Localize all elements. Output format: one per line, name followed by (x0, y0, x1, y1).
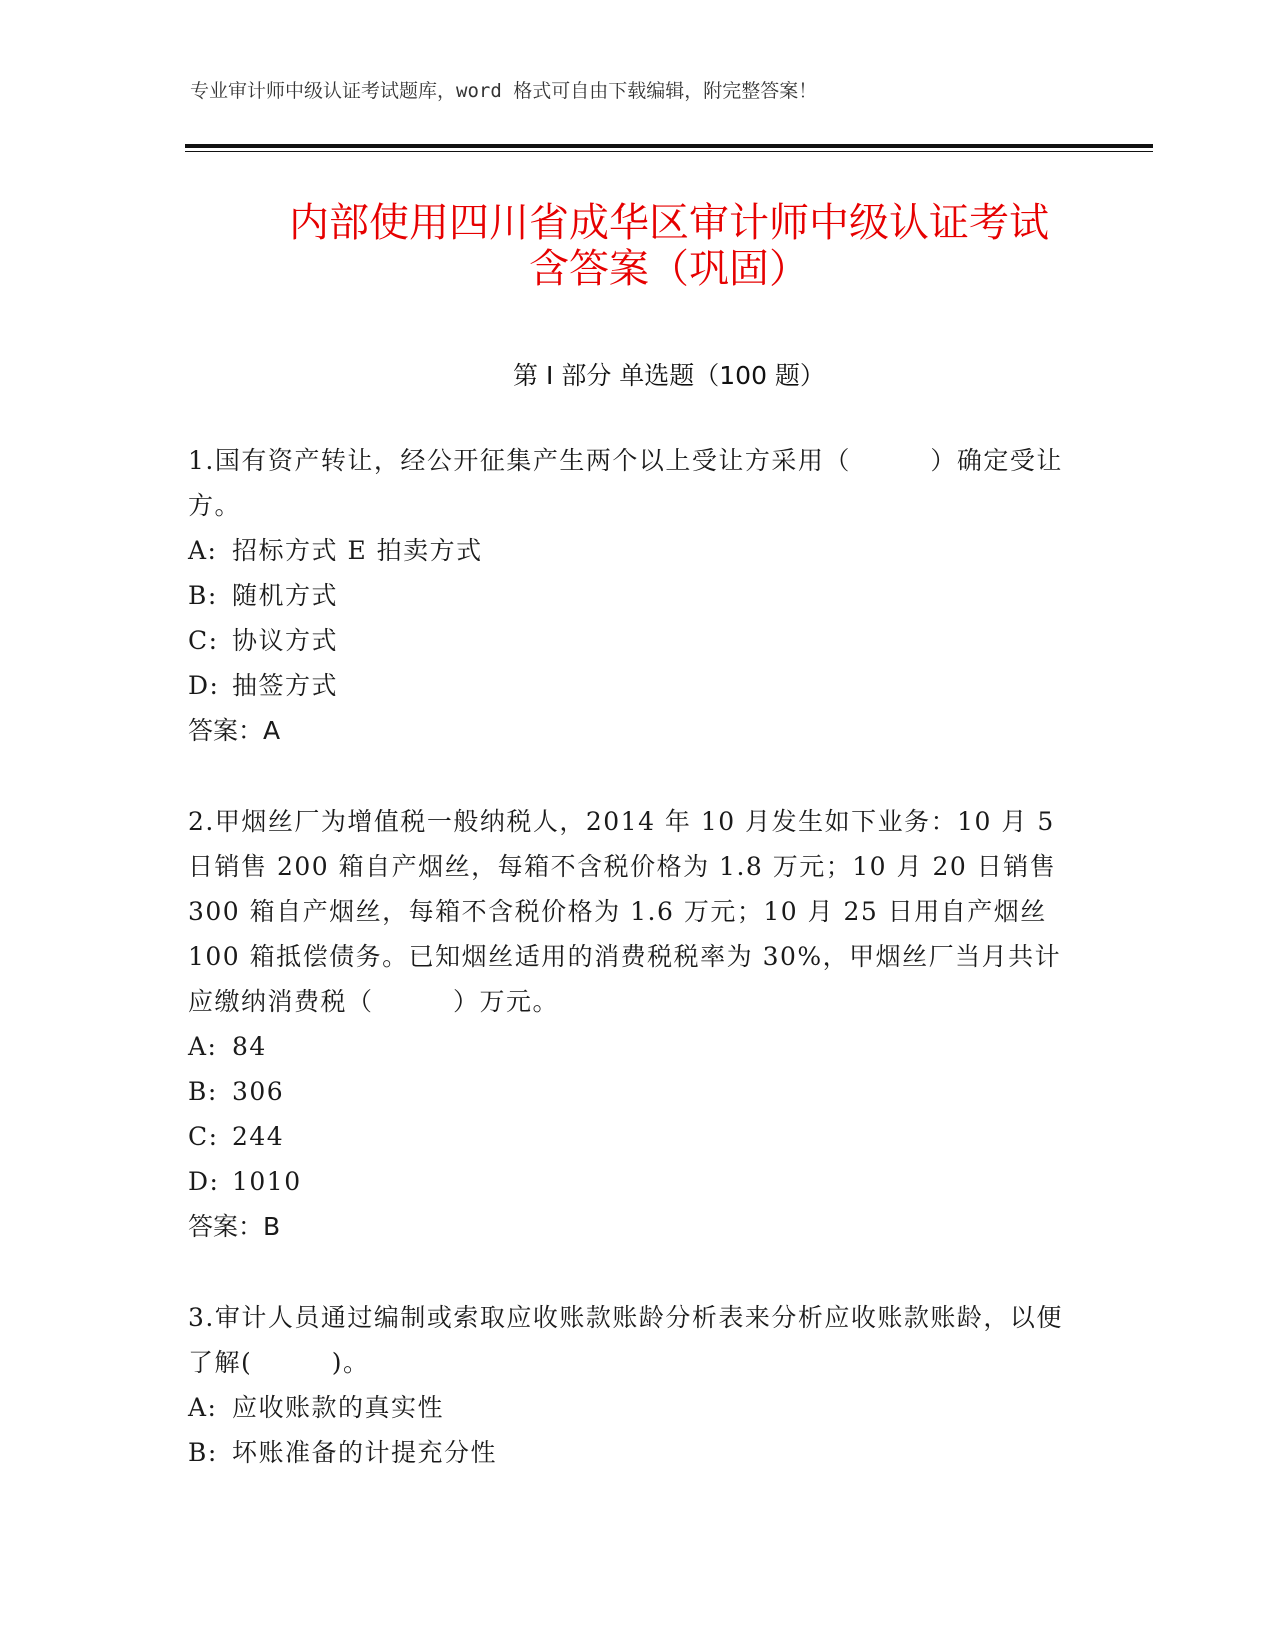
question-list (188, 438, 1083, 1521)
option-c (188, 618, 1083, 663)
option-key: A: (188, 1032, 218, 1061)
question-text: 3.审计人员通过编制或索取应收账款账龄分析表来分析应收账款账龄，以便了解( )。 (188, 1303, 1063, 1377)
option-d (188, 663, 1083, 708)
header-rule-thick (185, 144, 1153, 148)
option-key: C: (188, 1122, 219, 1151)
header-rule-thin (185, 151, 1153, 152)
option-text: 应收账款的真实性 (232, 1393, 445, 1422)
title-line-2: 含答案（巩固） (529, 246, 809, 292)
option-key: D: (188, 1167, 220, 1196)
option-text: 坏账准备的计提充分性 (232, 1438, 498, 1467)
question-2 (188, 799, 1083, 1249)
option-text: 随机方式 (232, 581, 339, 610)
document-title (185, 200, 1153, 292)
option-key: D: (188, 671, 220, 700)
option-b (188, 1430, 1083, 1475)
title-line-1: 内部使用四川省成华区审计师中级认证考试 (289, 200, 1049, 246)
option-a (188, 1024, 1083, 1069)
option-key: A: (188, 1393, 218, 1422)
option-text: 抽签方式 (232, 671, 339, 700)
header-note: 专业审计师中级认证考试题库，word 格式可自由下载编辑，附完整答案！ (190, 80, 818, 102)
answer: 答案：A (188, 716, 281, 745)
section-title: 第 I 部分 单选题（100 题） (513, 361, 825, 390)
option-d (188, 1159, 1083, 1204)
option-key: C: (188, 626, 219, 655)
option-a (188, 1385, 1083, 1430)
option-c (188, 1114, 1083, 1159)
option-text: 协议方式 (232, 626, 339, 655)
option-text: 84 (232, 1032, 267, 1061)
question-text: 1.国有资产转让，经公开征集产生两个以上受让方采用（ ）确定受让方。 (188, 446, 1063, 520)
option-key: B: (188, 1077, 218, 1106)
option-text: 1010 (232, 1167, 302, 1196)
answer: 答案：B (188, 1212, 281, 1241)
question-1 (188, 438, 1083, 753)
option-b (188, 573, 1083, 618)
option-key: B: (188, 581, 218, 610)
option-b (188, 1069, 1083, 1114)
option-key: A: (188, 536, 218, 565)
question-3 (188, 1295, 1083, 1475)
option-key: B: (188, 1438, 218, 1467)
option-text: 招标方式 E 拍卖方式 (232, 536, 483, 565)
option-text: 244 (232, 1122, 285, 1151)
question-text: 2.甲烟丝厂为增值税一般纳税人，2014 年 10 月发生如下业务：10 月 5 日销售 200 箱自产烟丝，每箱不含税价格为 1.8 万元；10 月 20 日销售 300 箱自产烟丝，每箱不含税价格为 1.6 万元；10 月 25 日用自产烟丝 100 箱抵偿债务。已知烟丝适用的消费税税率为 30%，甲烟丝厂当月共计应缴纳消费税（ ）万元。 (188, 807, 1062, 1016)
option-a (188, 528, 1083, 573)
option-text: 306 (232, 1077, 285, 1106)
